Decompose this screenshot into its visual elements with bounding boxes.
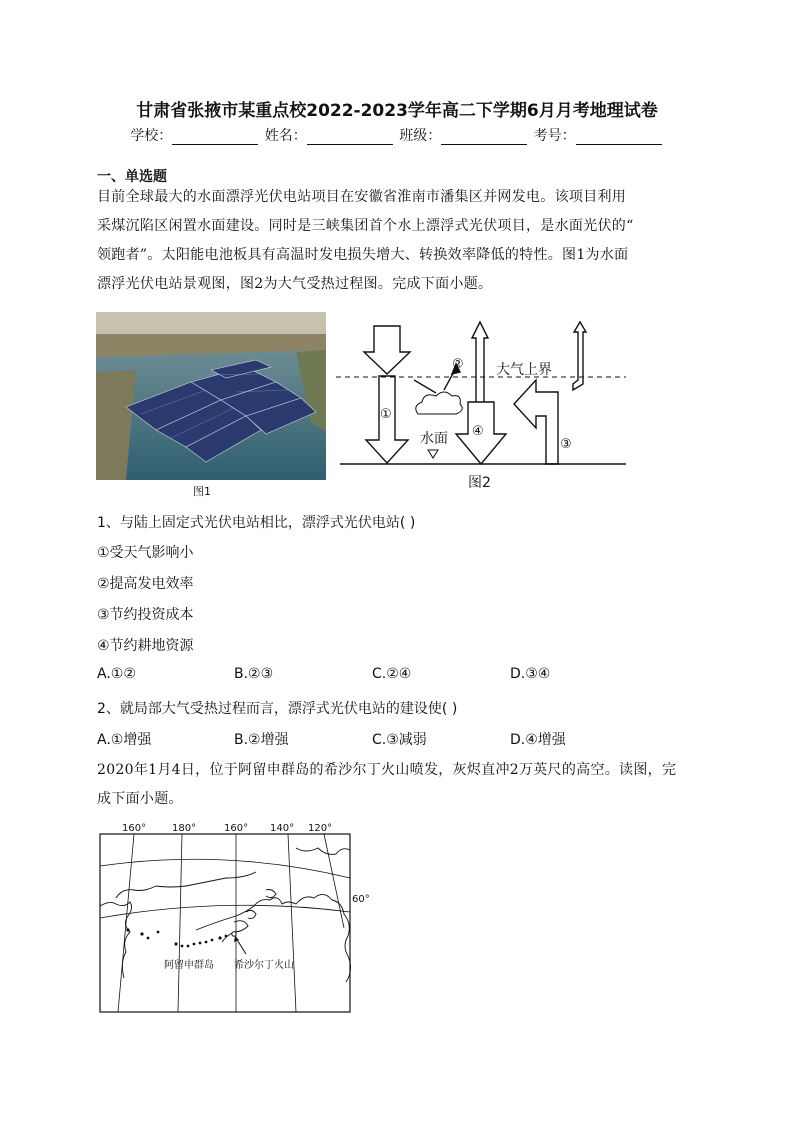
passage-2-line: 成下面小题。 bbox=[97, 791, 183, 807]
passage-1-line: 漂浮光伏电站景观图，图2为大气受热过程图。完成下面小题。 bbox=[97, 276, 493, 292]
lon-label: 120° bbox=[308, 823, 333, 834]
question-1-option-d[interactable]: D.③④ bbox=[510, 666, 551, 682]
marker-3: ③ bbox=[560, 437, 572, 452]
arrow-right-outgoing bbox=[573, 322, 586, 390]
aleutian-map bbox=[96, 818, 370, 1014]
water-surface-label: 水面 bbox=[420, 431, 448, 447]
question-1-option-b[interactable]: B.②③ bbox=[234, 666, 274, 682]
name-blank[interactable] bbox=[307, 130, 393, 145]
question-1-item: ①受天气影响小 bbox=[97, 545, 194, 561]
lon-label: 160° bbox=[224, 823, 249, 834]
lat-label: 60° bbox=[352, 894, 370, 905]
passage-1 bbox=[97, 183, 697, 299]
passage-1-line: 领跑者”。太阳能电池板具有高温时发电损失增大、转换效率降低的特性。图1为水面 bbox=[97, 247, 629, 263]
question-1-stem: 1、与陆上固定式光伏电站相比，漂浮式光伏电站( ) bbox=[97, 515, 416, 531]
section-heading: 一、单选题 bbox=[97, 169, 167, 185]
question-2-stem: 2、就局部大气受热过程而言，漂浮式光伏电站的建设使( ) bbox=[97, 701, 458, 717]
number-label: 考号： bbox=[533, 128, 576, 144]
lon-label: 160° bbox=[122, 823, 147, 834]
question-1-item: ③节约投资成本 bbox=[97, 607, 194, 623]
question-2-option-a[interactable]: A.①增强 bbox=[97, 732, 152, 748]
passage-1-line: 采煤沉陷区闲置水面建设。同时是三峡集团首个水上漂浮式光伏项目，是水面光伏的“ bbox=[97, 218, 634, 234]
question-1-item: ④节约耕地资源 bbox=[97, 638, 194, 654]
question-2-option-d[interactable]: D.④增强 bbox=[510, 732, 566, 748]
marker-1: ① bbox=[380, 407, 392, 422]
aleutian-map-svg bbox=[96, 818, 370, 1014]
exam-title: 甘肃省张掖市某重点校2022-2023学年高二下学期6月月考地理试卷 bbox=[136, 101, 658, 121]
figure-1-caption: 图1 bbox=[193, 485, 211, 498]
arrow-incoming-top bbox=[364, 326, 410, 374]
lon-label: 180° bbox=[172, 823, 197, 834]
class-label: 班级： bbox=[399, 128, 442, 144]
floating-pv-photo bbox=[96, 312, 326, 480]
passage-2 bbox=[97, 756, 697, 814]
school-blank[interactable] bbox=[172, 130, 258, 145]
atmospheric-heating-diagram bbox=[336, 318, 636, 490]
arrow-up-outgoing bbox=[472, 322, 488, 404]
marker-4: ④ bbox=[472, 424, 484, 439]
island-label: 阿留申群岛 bbox=[164, 960, 214, 971]
arrow-3 bbox=[514, 380, 558, 464]
passage-2-line: 2020年1月4日，位于阿留申群岛的希沙尔丁火山喷发，灰烬直冲2万英尺的高空。读图，完 bbox=[97, 762, 677, 778]
lon-label: 140° bbox=[270, 823, 295, 834]
number-blank[interactable] bbox=[576, 130, 662, 145]
school-label: 学校： bbox=[130, 128, 173, 144]
atmosphere-boundary-label: 大气上界 bbox=[496, 362, 552, 378]
question-1-item: ②提高发电效率 bbox=[97, 576, 194, 592]
class-blank[interactable] bbox=[441, 130, 527, 145]
question-2-option-b[interactable]: B.②增强 bbox=[234, 732, 289, 748]
volcano-label: 希沙尔丁火山 bbox=[234, 960, 294, 971]
student-info-row bbox=[0, 125, 794, 145]
figure-2-diagram bbox=[336, 318, 636, 490]
figure-2-caption: 图2 bbox=[468, 475, 491, 491]
name-label: 姓名： bbox=[264, 128, 307, 144]
question-1-option-a[interactable]: A.①② bbox=[97, 666, 136, 682]
passage-1-line: 目前全球最大的水面漂浮光伏电站项目在安徽省淮南市潘集区并网发电。该项目利用 bbox=[97, 189, 627, 205]
figure-1-photo bbox=[96, 312, 326, 480]
marker-2: ② bbox=[452, 357, 464, 372]
question-1-option-c[interactable]: C.②④ bbox=[372, 666, 412, 682]
question-2-option-c[interactable]: C.③减弱 bbox=[372, 732, 427, 748]
